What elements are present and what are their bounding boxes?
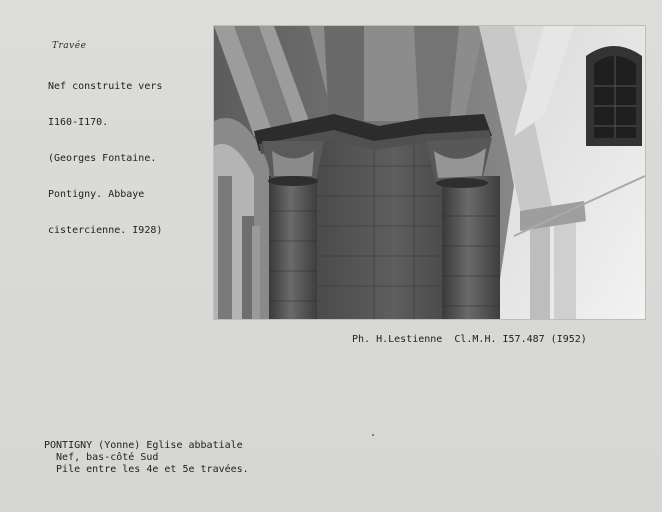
caption-bottom-line: Nef, bas-côté Sud — [44, 452, 159, 463]
photo-credit: Ph. H.Lestienne Cl.M.H. I57.487 (I952) — [352, 334, 587, 345]
caption-top-line: (Georges Fontaine. — [48, 153, 157, 164]
caption-top — [48, 57, 162, 261]
caption-top-line: I160-I170. — [48, 117, 109, 128]
caption-top-line: cistercienne. I928) — [48, 225, 163, 236]
caption-bottom — [44, 440, 249, 476]
caption-bottom-line: PONTIGNY (Yonne) Eglise abbatiale — [44, 440, 243, 451]
caption-top-line: Nef construite vers — [48, 81, 163, 92]
paper-speck — [372, 434, 374, 436]
caption-bottom-line: Pile entre les 4e et 5e travées. — [44, 464, 249, 475]
handwritten-note: Travée — [52, 41, 87, 51]
caption-top-line: Pontigny. Abbaye — [48, 189, 145, 200]
photo-illustration — [214, 26, 645, 319]
architecture-photograph — [213, 25, 646, 320]
